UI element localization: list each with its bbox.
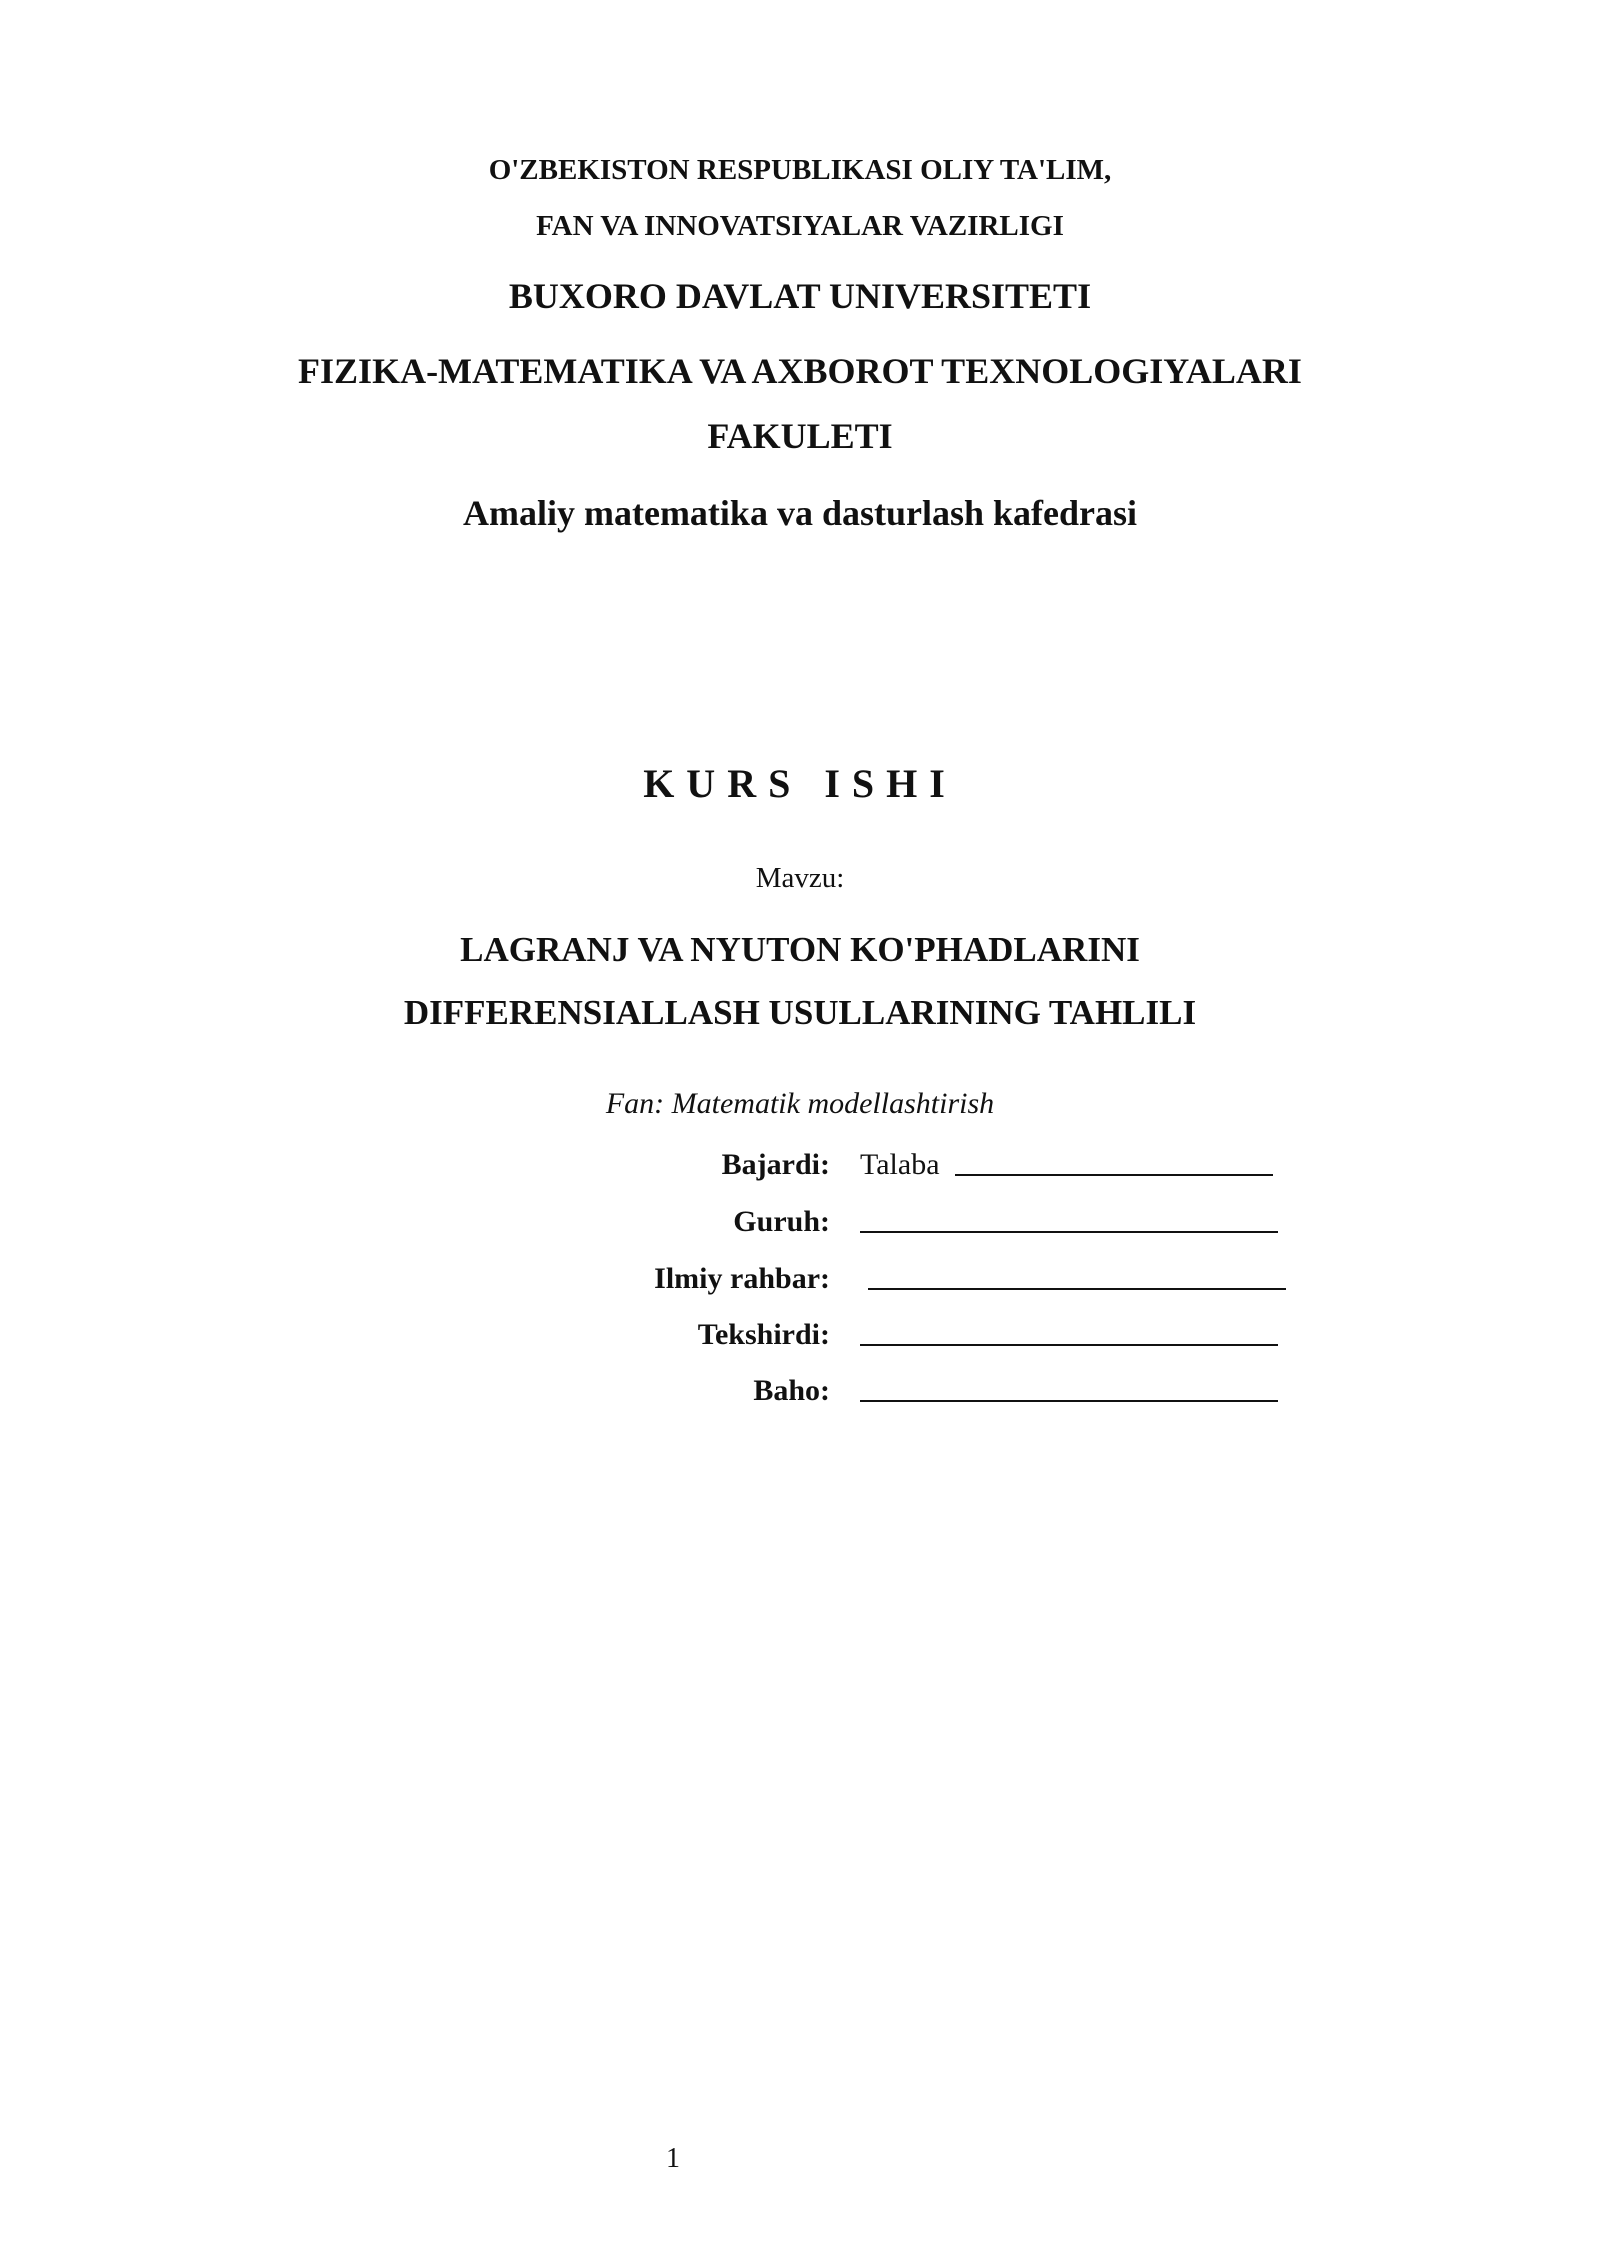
subject-line: Fan: Matematik modellashtirish xyxy=(605,1087,995,1120)
page-number: 1 xyxy=(666,2143,680,2174)
faculty-name-line-1: FIZIKA-MATEMATIKA VA AXBOROT TEXNOLOGIYALARI xyxy=(298,351,1302,391)
guruh-blank-line xyxy=(860,1231,1278,1233)
info-row-bajardi xyxy=(0,1148,1600,1192)
baho-value xyxy=(860,1374,1278,1408)
ilmiy-rahbar-blank-line xyxy=(868,1288,1286,1290)
info-row-guruh xyxy=(0,1205,1600,1249)
topic-title-line-2: DIFFERENSIALLASH USULLARINING TAHLILI xyxy=(403,993,1197,1032)
university-name: BUXORO DAVLAT UNIVERSITETI xyxy=(508,276,1092,316)
ilmiy-rahbar-value xyxy=(868,1262,1286,1296)
guruh-value xyxy=(860,1205,1278,1239)
ministry-title-line-2: FAN VA INNOVATSIYALAR VAZIRLIGI xyxy=(536,210,1064,242)
bajardi-prefix: Talaba xyxy=(860,1148,940,1181)
info-row-baho xyxy=(0,1374,1600,1418)
bajardi-value xyxy=(860,1148,1273,1182)
tekshirdi-label: Tekshirdi: xyxy=(697,1318,830,1351)
tekshirdi-value xyxy=(860,1318,1278,1352)
bajardi-blank-line xyxy=(955,1174,1273,1176)
baho-label: Baho: xyxy=(753,1374,830,1407)
tekshirdi-blank-line xyxy=(860,1344,1278,1346)
department-name: Amaliy matematika va dasturlash kafedrasi xyxy=(463,493,1137,533)
guruh-label: Guruh: xyxy=(733,1205,830,1238)
topic-title-line-1: LAGRANJ VA NYUTON KO'PHADLARINI xyxy=(460,930,1140,969)
faculty-name-line-2: FAKULETI xyxy=(707,416,893,456)
info-row-ilmiy-rahbar xyxy=(0,1262,1600,1306)
bajardi-label: Bajardi: xyxy=(721,1148,830,1181)
baho-blank-line xyxy=(860,1400,1278,1402)
ilmiy-rahbar-label: Ilmiy rahbar: xyxy=(654,1262,830,1295)
work-type-title: KURS ISHI xyxy=(643,761,957,806)
topic-label: Mavzu: xyxy=(755,862,845,894)
info-row-tekshirdi xyxy=(0,1318,1600,1362)
ministry-title-line-1: O'ZBEKISTON RESPUBLIKASI OLIY TA'LIM, xyxy=(488,154,1112,186)
